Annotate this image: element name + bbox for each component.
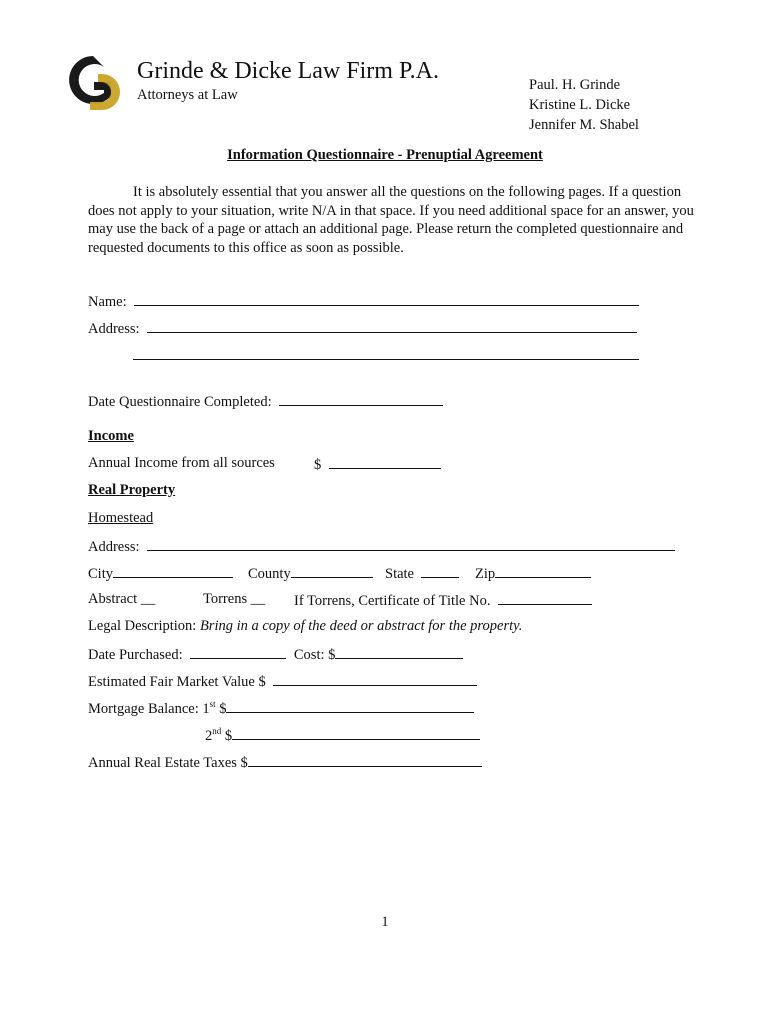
dollar-sign: $ xyxy=(314,457,322,473)
torrens-cert-row xyxy=(294,591,592,610)
cost-label: Cost: $ xyxy=(293,647,336,663)
city-row xyxy=(88,564,233,583)
mortgage-second-field[interactable] xyxy=(232,726,480,740)
intro-paragraph: It is absolutely essential that you answer all the questions on the following pages. If a question does not apply to your situation, write N/A in that space. If you need additional space for an answer, you may use the back of a page or attach an additional page. Please return the completed questionnaire and requested documents to this office as soon as possible. xyxy=(88,184,694,256)
mortgage-label: Mortgage Balance: 1 xyxy=(88,701,210,717)
torrens-cert-field[interactable] xyxy=(498,591,592,605)
second-label: 2 xyxy=(205,728,213,744)
county-label: County xyxy=(248,566,291,582)
homestead-address-field[interactable] xyxy=(147,537,675,551)
page-number: 1 xyxy=(381,914,389,930)
abstract-option[interactable]: Abstract __ xyxy=(88,591,156,607)
zip-row xyxy=(475,564,591,583)
real-property-heading: Real Property xyxy=(88,482,176,498)
firm-subtitle: Attorneys at Law xyxy=(137,87,238,103)
date-purchased-field[interactable] xyxy=(190,645,286,659)
homestead-address-row xyxy=(88,537,675,556)
county-field[interactable] xyxy=(291,564,373,578)
cost-field[interactable] xyxy=(335,645,463,659)
date-completed-row xyxy=(88,392,443,411)
date-completed-label: Date Questionnaire Completed: xyxy=(88,394,272,410)
fmv-field[interactable] xyxy=(273,672,477,686)
income-heading: Income xyxy=(88,428,134,444)
dollar-sign: $ xyxy=(219,701,227,717)
fmv-row xyxy=(88,672,477,691)
address-row-2 xyxy=(133,346,639,365)
name-label: Name: xyxy=(88,294,127,310)
state-label: State xyxy=(385,566,414,582)
document-title: Information Questionnaire - Prenuptial Agreement xyxy=(227,147,543,163)
attorney-name: Kristine L. Dicke xyxy=(529,97,631,113)
mortgage-first-row xyxy=(88,699,474,718)
address-field-line-2[interactable] xyxy=(133,346,639,360)
name-field[interactable] xyxy=(134,292,639,306)
taxes-field[interactable] xyxy=(248,753,482,767)
state-field[interactable] xyxy=(421,564,459,578)
dollar-sign: $ xyxy=(224,728,233,744)
attorney-name: Jennifer M. Shabel xyxy=(529,117,639,133)
torrens-cert-label: If Torrens, Certificate of Title No. xyxy=(294,593,491,609)
date-purchased-label: Date Purchased: xyxy=(88,647,183,663)
city-field[interactable] xyxy=(113,564,233,578)
annual-income-label: Annual Income from all sources xyxy=(88,455,275,471)
legal-description-label: Legal Description: xyxy=(88,618,197,634)
torrens-option[interactable]: Torrens __ xyxy=(203,591,266,607)
taxes-label: Annual Real Estate Taxes $ xyxy=(88,755,248,771)
attorney-list xyxy=(529,75,639,135)
zip-label: Zip xyxy=(475,566,496,582)
mortgage-first-field[interactable] xyxy=(226,699,474,713)
homestead-address-label: Address: xyxy=(88,539,140,555)
date-purchased-row xyxy=(88,645,463,664)
city-label: City xyxy=(88,566,113,582)
taxes-row xyxy=(88,753,482,772)
firm-logo xyxy=(64,50,122,110)
name-row xyxy=(88,292,639,311)
homestead-subheading: Homestead xyxy=(88,510,154,526)
address-field[interactable] xyxy=(147,319,637,333)
mortgage-second-row xyxy=(205,726,480,745)
legal-description-row xyxy=(88,618,522,635)
second-superscript: nd xyxy=(212,726,222,737)
county-row xyxy=(248,564,373,583)
first-superscript: st xyxy=(209,699,216,710)
attorney-name: Paul. H. Grinde xyxy=(529,77,621,93)
annual-income-row xyxy=(314,455,441,474)
fmv-label: Estimated Fair Market Value $ xyxy=(88,674,266,690)
zip-field[interactable] xyxy=(495,564,591,578)
annual-income-field[interactable] xyxy=(329,455,441,469)
firm-name: Grinde & Dicke Law Firm P.A. xyxy=(137,58,439,84)
address-row xyxy=(88,319,637,338)
state-row xyxy=(385,564,459,583)
legal-description-note: Bring in a copy of the deed or abstract for the property. xyxy=(199,618,523,634)
address-label: Address: xyxy=(88,321,140,337)
date-completed-field[interactable] xyxy=(279,392,443,406)
